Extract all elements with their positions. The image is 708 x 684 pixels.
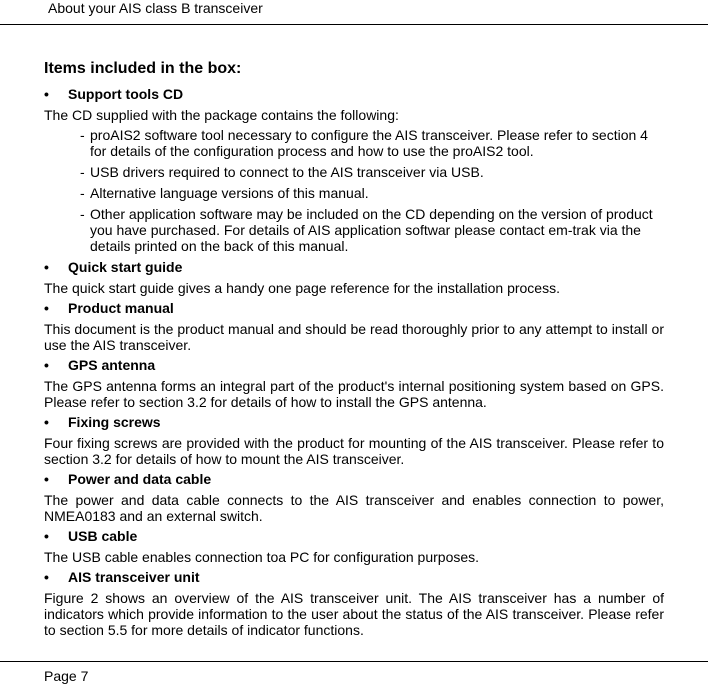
item-title-fixing-screws: • Fixing screws <box>44 414 161 430</box>
item-title-power-and-data-cable: • Power and data cable <box>44 471 212 487</box>
item-text: The power and data cable connects to the AIS transceiver and enables connection to power, NMEA0183 and an external switch. <box>44 492 664 524</box>
dash-icon: - <box>80 164 85 180</box>
bullet-icon: • <box>44 569 49 585</box>
dash-icon: - <box>80 206 85 222</box>
item-text: The GPS antenna forms an integral part of the product's internal positioning system based on GPS. Please refer to section 3.2 for details of how to install the GPS antenna. <box>44 378 664 410</box>
item-title-support-tools-cd: • Support tools CD <box>44 86 184 102</box>
item-title-quick-start-guide: • Quick start guide <box>44 259 183 275</box>
bullet-icon: • <box>44 259 49 275</box>
page-content <box>44 60 664 642</box>
dash-icon: - <box>80 185 85 201</box>
item-title-gps-antenna: • GPS antenna <box>44 357 156 373</box>
bullet-icon: • <box>44 528 49 544</box>
dash-icon: - <box>80 127 85 143</box>
bullet-icon: • <box>44 357 49 373</box>
bullet-icon: • <box>44 300 49 316</box>
header-rule <box>0 24 708 25</box>
item-title-ais-transceiver-unit: • AIS transceiver unit <box>44 569 200 585</box>
page-number: Page 7 <box>44 668 89 684</box>
item-title-usb-cable: • USB cable <box>44 528 138 544</box>
item-text: The quick start guide gives a handy one page reference for the installation process. <box>44 280 560 296</box>
item-text: This document is the product manual and should be read thoroughly prior to any attempt to install or use the AIS transceiver. <box>44 321 664 353</box>
item-intro: The CD supplied with the package contains the following: <box>44 107 399 123</box>
bullet-icon: • <box>44 414 49 430</box>
item-text: The USB cable enables connection toa PC for configuration purposes. <box>44 549 480 565</box>
sub-item: - proAIS2 software tool necessary to configure the AIS transceiver. Please refer to section 4 for details of the configuration process and how to use the proAIS2 tool. <box>80 127 648 159</box>
item-title-product-manual: • Product manual <box>44 300 174 316</box>
sub-item: - USB drivers required to connect to the AIS transceiver via USB. <box>80 164 484 180</box>
running-header: About your AIS class B transceiver <box>48 0 263 16</box>
bullet-icon: • <box>44 471 49 487</box>
footer-rule <box>0 661 708 662</box>
section-heading: Items included in the box: <box>44 60 242 77</box>
item-text: Figure 2 shows an overview of the AIS transceiver unit. The AIS transceiver has a number of indicators which provide information to the user about the status of the AIS transceiver. Please refer to section 5.5 for more details of indicator functions. <box>44 590 664 638</box>
sub-item: - Alternative language versions of this manual. <box>80 185 369 201</box>
bullet-icon: • <box>44 86 49 102</box>
sub-item: - Other application software may be included on the CD depending on the version of product you have purchased. For details of AIS application softwar please contact em-trak via the details printed on the back of this manual. <box>80 206 653 254</box>
item-text: Four fixing screws are provided with the product for mounting of the AIS transceiver. Please refer to section 3.2 for details of how to mount the AIS transceiver. <box>44 435 664 467</box>
